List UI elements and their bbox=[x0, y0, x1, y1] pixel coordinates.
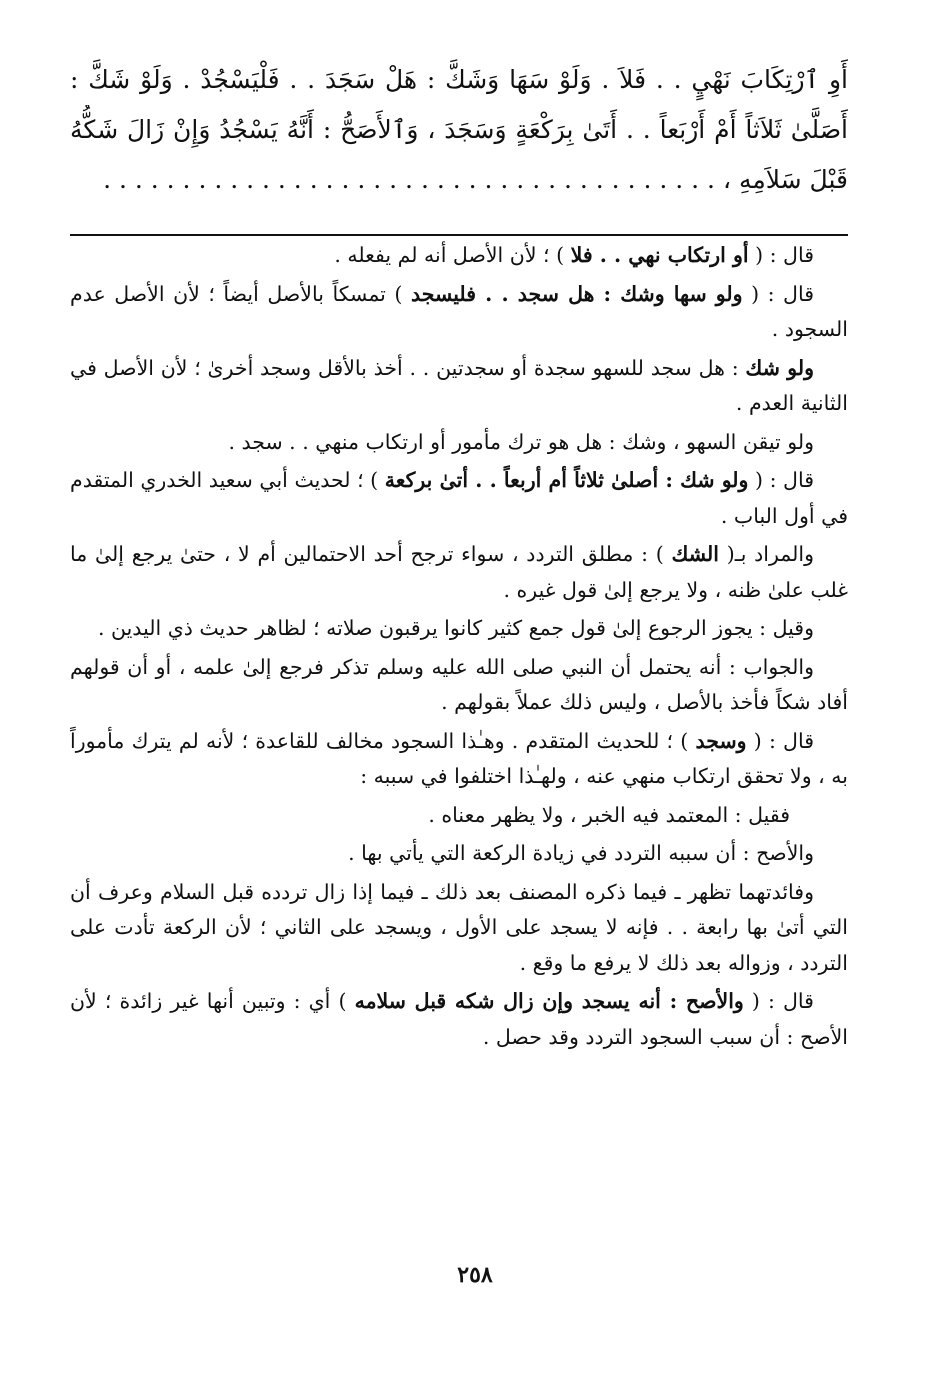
main-text-line: أَصَلَّىٰ ثَلاَثاً أَمْ أَرْبَعاً . . أَتَىٰ بِرَكْعَةٍ وَسَجَدَ ، وَٱلأَصَحُّ : أَنَّهُ يَسْجُدُ وَإِنْ زَالَ شَكُّهُ bbox=[70, 115, 848, 144]
main-text-block bbox=[70, 55, 848, 205]
commentary-paragraph: قال : ( والأصح : أنه يسجد وإن زال شكه قبل سلامه ) أي : وتبين أنها غير زائدة ؛ لأن الأصح : أن سبب السجود التردد وقد حصل . bbox=[70, 989, 848, 1049]
commentary-paragraph: قال : ( أو ارتكاب نهي . . فلا ) ؛ لأن الأصل أنه لم يفعله . bbox=[334, 243, 814, 267]
commentary-paragraph: وفائدتهما تظهر ـ فيما ذكره المصنف بعد ذلك ـ فيما إذا زال تردده قبل السلام وعرف أن التي أتىٰ بها رابعة . . فإنه لا يسجد على الأول ، ويسجد على الثاني ؛ لأن الركعة تأدت على التردد ، وزواله بعد ذلك لا يرفع ما وقع . bbox=[70, 879, 848, 975]
commentary-paragraph: وقيل : يجوز الرجوع إلىٰ قول جمع كثير كانوا يرقبون صلاته ؛ لظاهر حديث ذي اليدين . bbox=[97, 616, 814, 640]
commentary-paragraph: فقيل : المعتمد فيه الخبر ، ولا يظهر معناه . bbox=[428, 802, 790, 827]
commentary-paragraph: والمراد بـ( الشك ) : مطلق التردد ، سواء ترجح أحد الاحتمالين أم لا ، حتىٰ يرجع إلىٰ ما غلب علىٰ ظنه ، ولا يرجع إلىٰ قول غيره . bbox=[70, 542, 848, 602]
commentary-paragraph: والأصح : أن سببه التردد في زيادة الركعة التي يأتي بها . bbox=[348, 841, 814, 865]
page-number: ٢٥٨ bbox=[457, 1262, 493, 1288]
commentary-paragraph: قال : ( ولو شك : أصلىٰ ثلاثاً أم أربعاً . . أتىٰ بركعة ) ؛ لحديث أبي سعيد الخدري المتقدم في أول الباب . bbox=[70, 468, 848, 528]
commentary-paragraph: قال : ( وسجد ) ؛ للحديث المتقدم . وهـٰذا السجود مخالف للقاعدة ؛ لأنه لم يترك مأموراً به ، ولا تحقق ارتكاب منهي عنه ، ولهـٰذا اختلفوا في سببه : bbox=[70, 728, 848, 788]
commentary-paragraph: ولو تيقن السهو ، وشك : هل هو ترك مأمور أو ارتكاب منهي . . سجد . bbox=[228, 429, 814, 454]
filler-dots: . . . . . . . . . . . . . . . . . . . . . . . . . . . . . . . . . . . . . . . bbox=[103, 165, 715, 194]
separator-line bbox=[70, 234, 848, 236]
main-text-line: قَبْلَ سَلاَمِهِ ، . . . . . . . . . . . . . . . . . . . . . . . . . . . . . . . . . . . . . . . bbox=[103, 165, 848, 194]
commentary-block bbox=[70, 238, 848, 1058]
commentary-paragraph: قال : ( ولو سها وشك : هل سجد . . فليسجد ) تمسكاً بالأصل أيضاً ؛ لأن الأصل عدم السجود . bbox=[70, 281, 848, 341]
commentary-paragraph: والجواب : أنه يحتمل أن النبي صلى الله عليه وسلم تذكر فرجع إلىٰ علمه ، أو أن قولهم أفاد شكاً فأخذ بالأصل ، وليس ذلك عملاً بقولهم . bbox=[70, 654, 848, 714]
commentary-paragraph: ولو شك : هل سجد للسهو سجدة أو سجدتين . . أخذ بالأقل وسجد أخرىٰ ؛ لأن الأصل في الثانية العدم . bbox=[70, 355, 848, 415]
main-text-line: أَوِ ٱرْتِكَابَ نَهْيٍ . . فَلاَ . وَلَوْ سَهَا وَشَكَّ : هَلْ سَجَدَ . . فَلْيَسْجُدْ . وَلَوْ شَكَّ : bbox=[70, 65, 848, 94]
